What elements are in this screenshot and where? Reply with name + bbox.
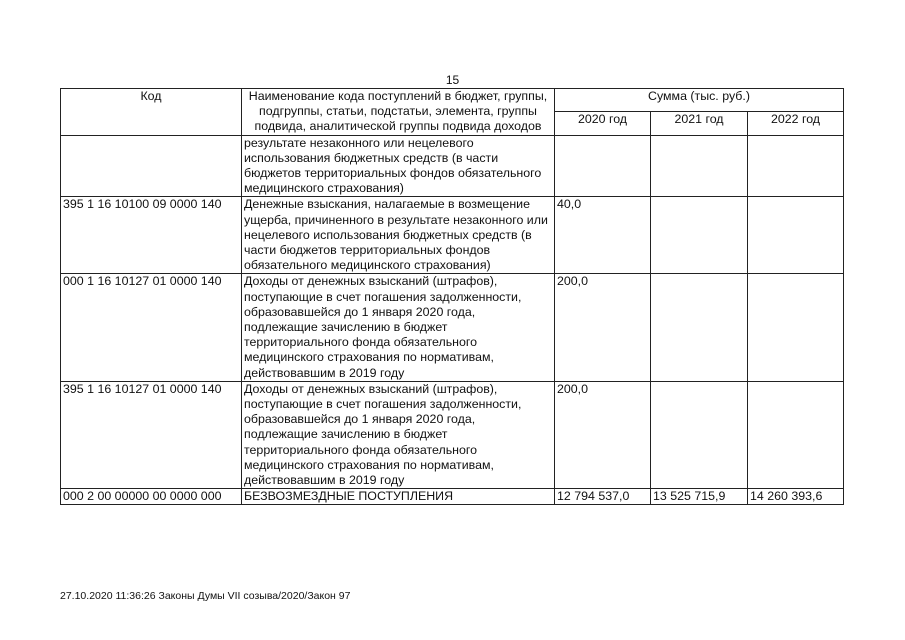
row-value-2020 (555, 135, 651, 197)
row-value-2020: 200,0 (555, 381, 651, 488)
row-code: 395 1 16 10127 01 0000 140 (61, 381, 242, 488)
row-value-2021 (651, 197, 748, 274)
row-code: 000 1 16 10127 01 0000 140 (61, 274, 242, 381)
row-code: 000 2 00 00000 00 0000 000 (61, 489, 242, 505)
row-value-2022 (748, 274, 844, 381)
header-year-2021: 2021 год (651, 112, 748, 135)
row-name: Доходы от денежных взысканий (штрафов), поступающие в счет погашения задолженности, образовавшейся до 1 января 2020 года, подлежащие зачислению в бюджет территориального фонда обязательного медицинского страхования по нормативам, действовавшим в 2019 году (242, 381, 555, 488)
row-value-2021 (651, 135, 748, 197)
row-value-2020: 200,0 (555, 274, 651, 381)
page-number: 15 (445, 73, 460, 87)
row-value-2022: 14 260 393,6 (748, 489, 844, 505)
row-name: результате незаконного или нецелевого использования бюджетных средств (в части бюджетов территориальных фондов обязательного медицинского страхования) (242, 135, 555, 197)
row-code (61, 135, 242, 197)
header-year-2020: 2020 год (555, 112, 651, 135)
table-row (61, 489, 844, 505)
row-code: 395 1 16 10100 09 0000 140 (61, 197, 242, 274)
document-footer: 27.10.2020 11:36:26 Законы Думы VII созыва/2020/Закон 97 (60, 590, 351, 602)
table-row (61, 274, 844, 381)
row-value-2022 (748, 197, 844, 274)
row-value-2022 (748, 381, 844, 488)
header-year-2022: 2022 год (748, 112, 844, 135)
row-name: Денежные взыскания, налагаемые в возмещение ущерба, причиненного в результате незаконного или нецелевого использования бюджетных средств (в части бюджетов территориальных фондов обязательного медицинского страхования) (242, 197, 555, 274)
table-row (61, 135, 844, 197)
row-value-2020: 12 794 537,0 (555, 489, 651, 505)
row-value-2020: 40,0 (555, 197, 651, 274)
row-value-2021: 13 525 715,9 (651, 489, 748, 505)
table-row (61, 197, 844, 274)
row-value-2022 (748, 135, 844, 197)
header-sum: Сумма (тыс. руб.) (555, 89, 844, 112)
table-row (61, 381, 844, 488)
header-code: Код (61, 89, 242, 136)
row-name: Доходы от денежных взысканий (штрафов), поступающие в счет погашения задолженности, образовавшейся до 1 января 2020 года, подлежащие зачислению в бюджет территориального фонда обязательного медицинского страхования по нормативам, действовавшим в 2019 году (242, 274, 555, 381)
header-name: Наименование кода поступлений в бюджет, группы, подгруппы, статьи, подстатьи, элемента, группы подвида, аналитической группы подвида доходов (242, 89, 555, 136)
row-value-2021 (651, 381, 748, 488)
row-name: БЕЗВОЗМЕЗДНЫЕ ПОСТУПЛЕНИЯ (242, 489, 555, 505)
row-value-2021 (651, 274, 748, 381)
revenue-table (60, 88, 844, 505)
